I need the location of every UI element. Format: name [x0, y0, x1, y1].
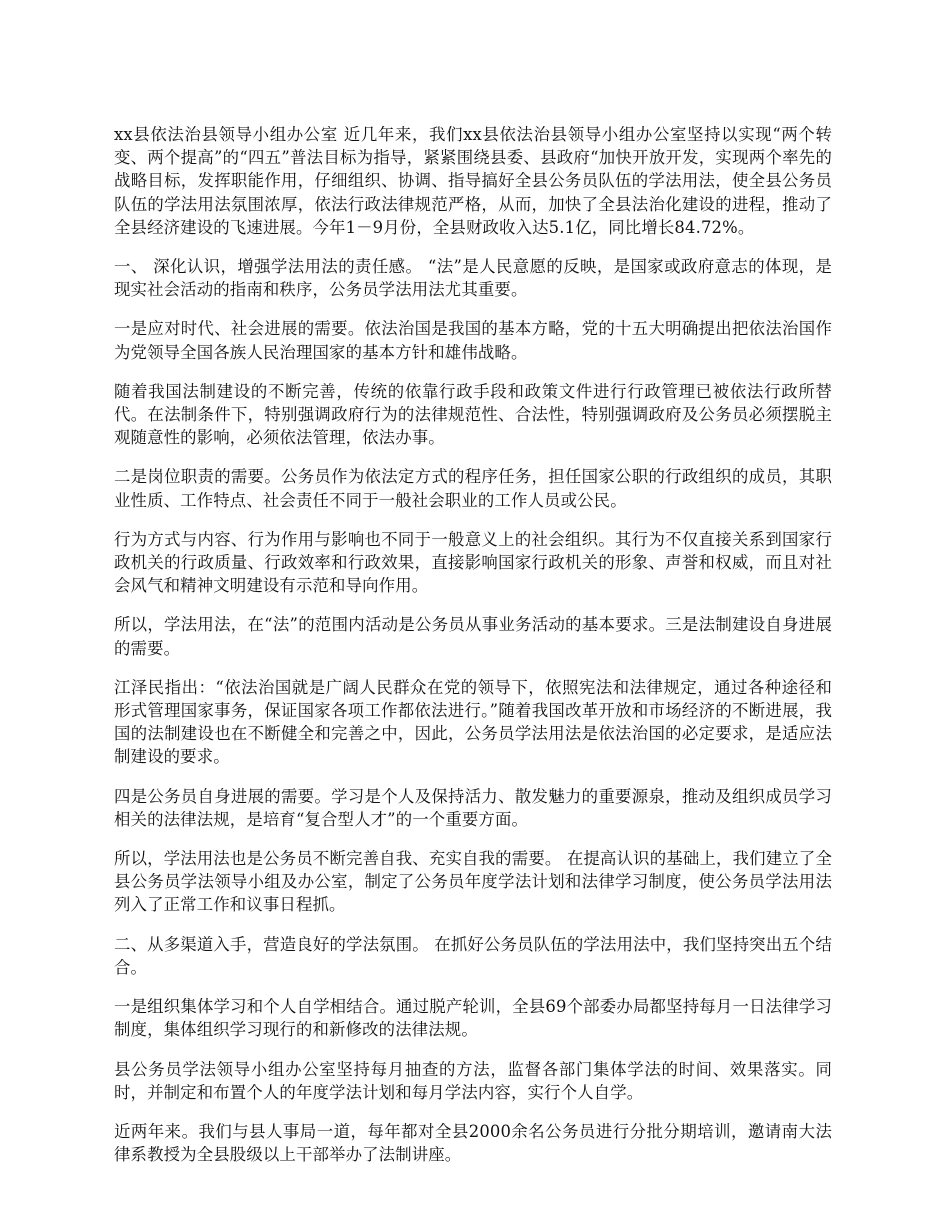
- paragraph-section-2-heading: 二、从多渠道入手，营造良好的学法氛围。 在抓好公务员队伍的学法用法中，我们坚持突出五个结合。: [114, 934, 832, 977]
- document-body: [114, 123, 832, 1182]
- paragraph: 随着我国法制建设的不断完善，传统的依靠行政手段和政策文件进行行政管理已被依法行政所替代。在法制条件下，特别强调政府行为的法律规范性、合法性，特别强调政府及公务员必须摆脱主观随意性的影响，必须依法管理，依法办事。: [114, 381, 832, 448]
- paragraph-section-1-heading: 一、 深化认识，增强学法用法的责任感。 “法”是人民意愿的反映，是国家或政府意志的体现，是现实社会活动的指南和秩序，公务员学法用法尤其重要。: [114, 257, 832, 300]
- paragraph: 一是应对时代、社会进展的需要。依法治国是我国的基本方略，党的十五大明确提出把依法治国作为党领导全国各族人民治理国家的基本方针和雄伟战略。: [114, 319, 832, 362]
- paragraph: 所以，学法用法也是公务员不断完善自我、充实自我的需要。 在提高认识的基础上，我们建立了全县公务员学法领导小组及办公室，制定了公务员年度学法计划和法律学习制度，使公务员学法用法列入了正常工作和议事日程抓。: [114, 849, 832, 915]
- paragraph: 二是岗位职责的需要。公务员作为依法定方式的程序任务，担任国家公职的行政组织的成员，其职业性质、工作特点、社会责任不同于一般社会职业的工作人员或公民。: [114, 467, 832, 510]
- paragraph-quote: 江泽民指出：“依法治国就是广阔人民群众在党的领导下，依照宪法和法律规定，通过各种途径和形式管理国家事务，保证国家各项工作都依法进行。”随着我国改革开放和市场经济的不断进展，我国的法制建设也在不断健全和完善之中，因此，公务员学法用法是依法治国的必定要求，是适应法制建设的要求。: [114, 677, 832, 767]
- paragraph: 县公务员学法领导小组办公室坚持每月抽查的方法，监督各部门集体学法的时间、效果落实。同时，并制定和布置个人的年度学法计划和每月学法内容，实行个人自学。: [114, 1059, 832, 1102]
- paragraph-intro: xx县依法治县领导小组办公室 近几年来，我们xx县依法治县领导小组办公室坚持以实现“两个转变、两个提高”的“四五”普法目标为指导，紧紧围绕县委、县政府“加快开放开发，实现两个率先的战略目标，发挥职能作用，仔细组织、协调、指导搞好全县公务员队伍的学法用法，使全县公务员队伍的学法用法氛围浓厚，依法行政法律规范严格，从而，加快了全县法治化建设的进程，推动了全县经济建设的飞速进展。今年1－9月份，全县财政收入达5.1亿，同比增长84.72%。: [114, 125, 832, 237]
- paragraph: 所以，学法用法，在“法”的范围内活动是公务员从事业务活动的基本要求。三是法制建设自身进展的需要。: [114, 615, 832, 658]
- paragraph: 一是组织集体学习和个人自学相结合。通过脱产轮训，全县69个部委办局都坚持每月一日法律学习制度，集体组织学习现行的和新修改的法律法规。: [114, 997, 832, 1040]
- paragraph: 近两年来。我们与县人事局一道，每年都对全县2000余名公务员进行分批分期培训，邀请南大法律系教授为全县股级以上干部举办了法制讲座。: [114, 1121, 832, 1165]
- paragraph: 行为方式与内容、行为作用与影响也不同于一般意义上的社会组织。其行为不仅直接关系到国家行政机关的行政质量、行政效率和行政效果，直接影响国家行政机关的形象、声誉和权威，而且对社会风气和精神文明建设有示范和导向作用。: [114, 529, 832, 596]
- paragraph: 四是公务员自身进展的需要。学习是个人及保持活力、散发魅力的重要源泉，推动及组织成员学习相关的法律法规，是培育“复合型人才”的一个重要方面。: [114, 786, 832, 829]
